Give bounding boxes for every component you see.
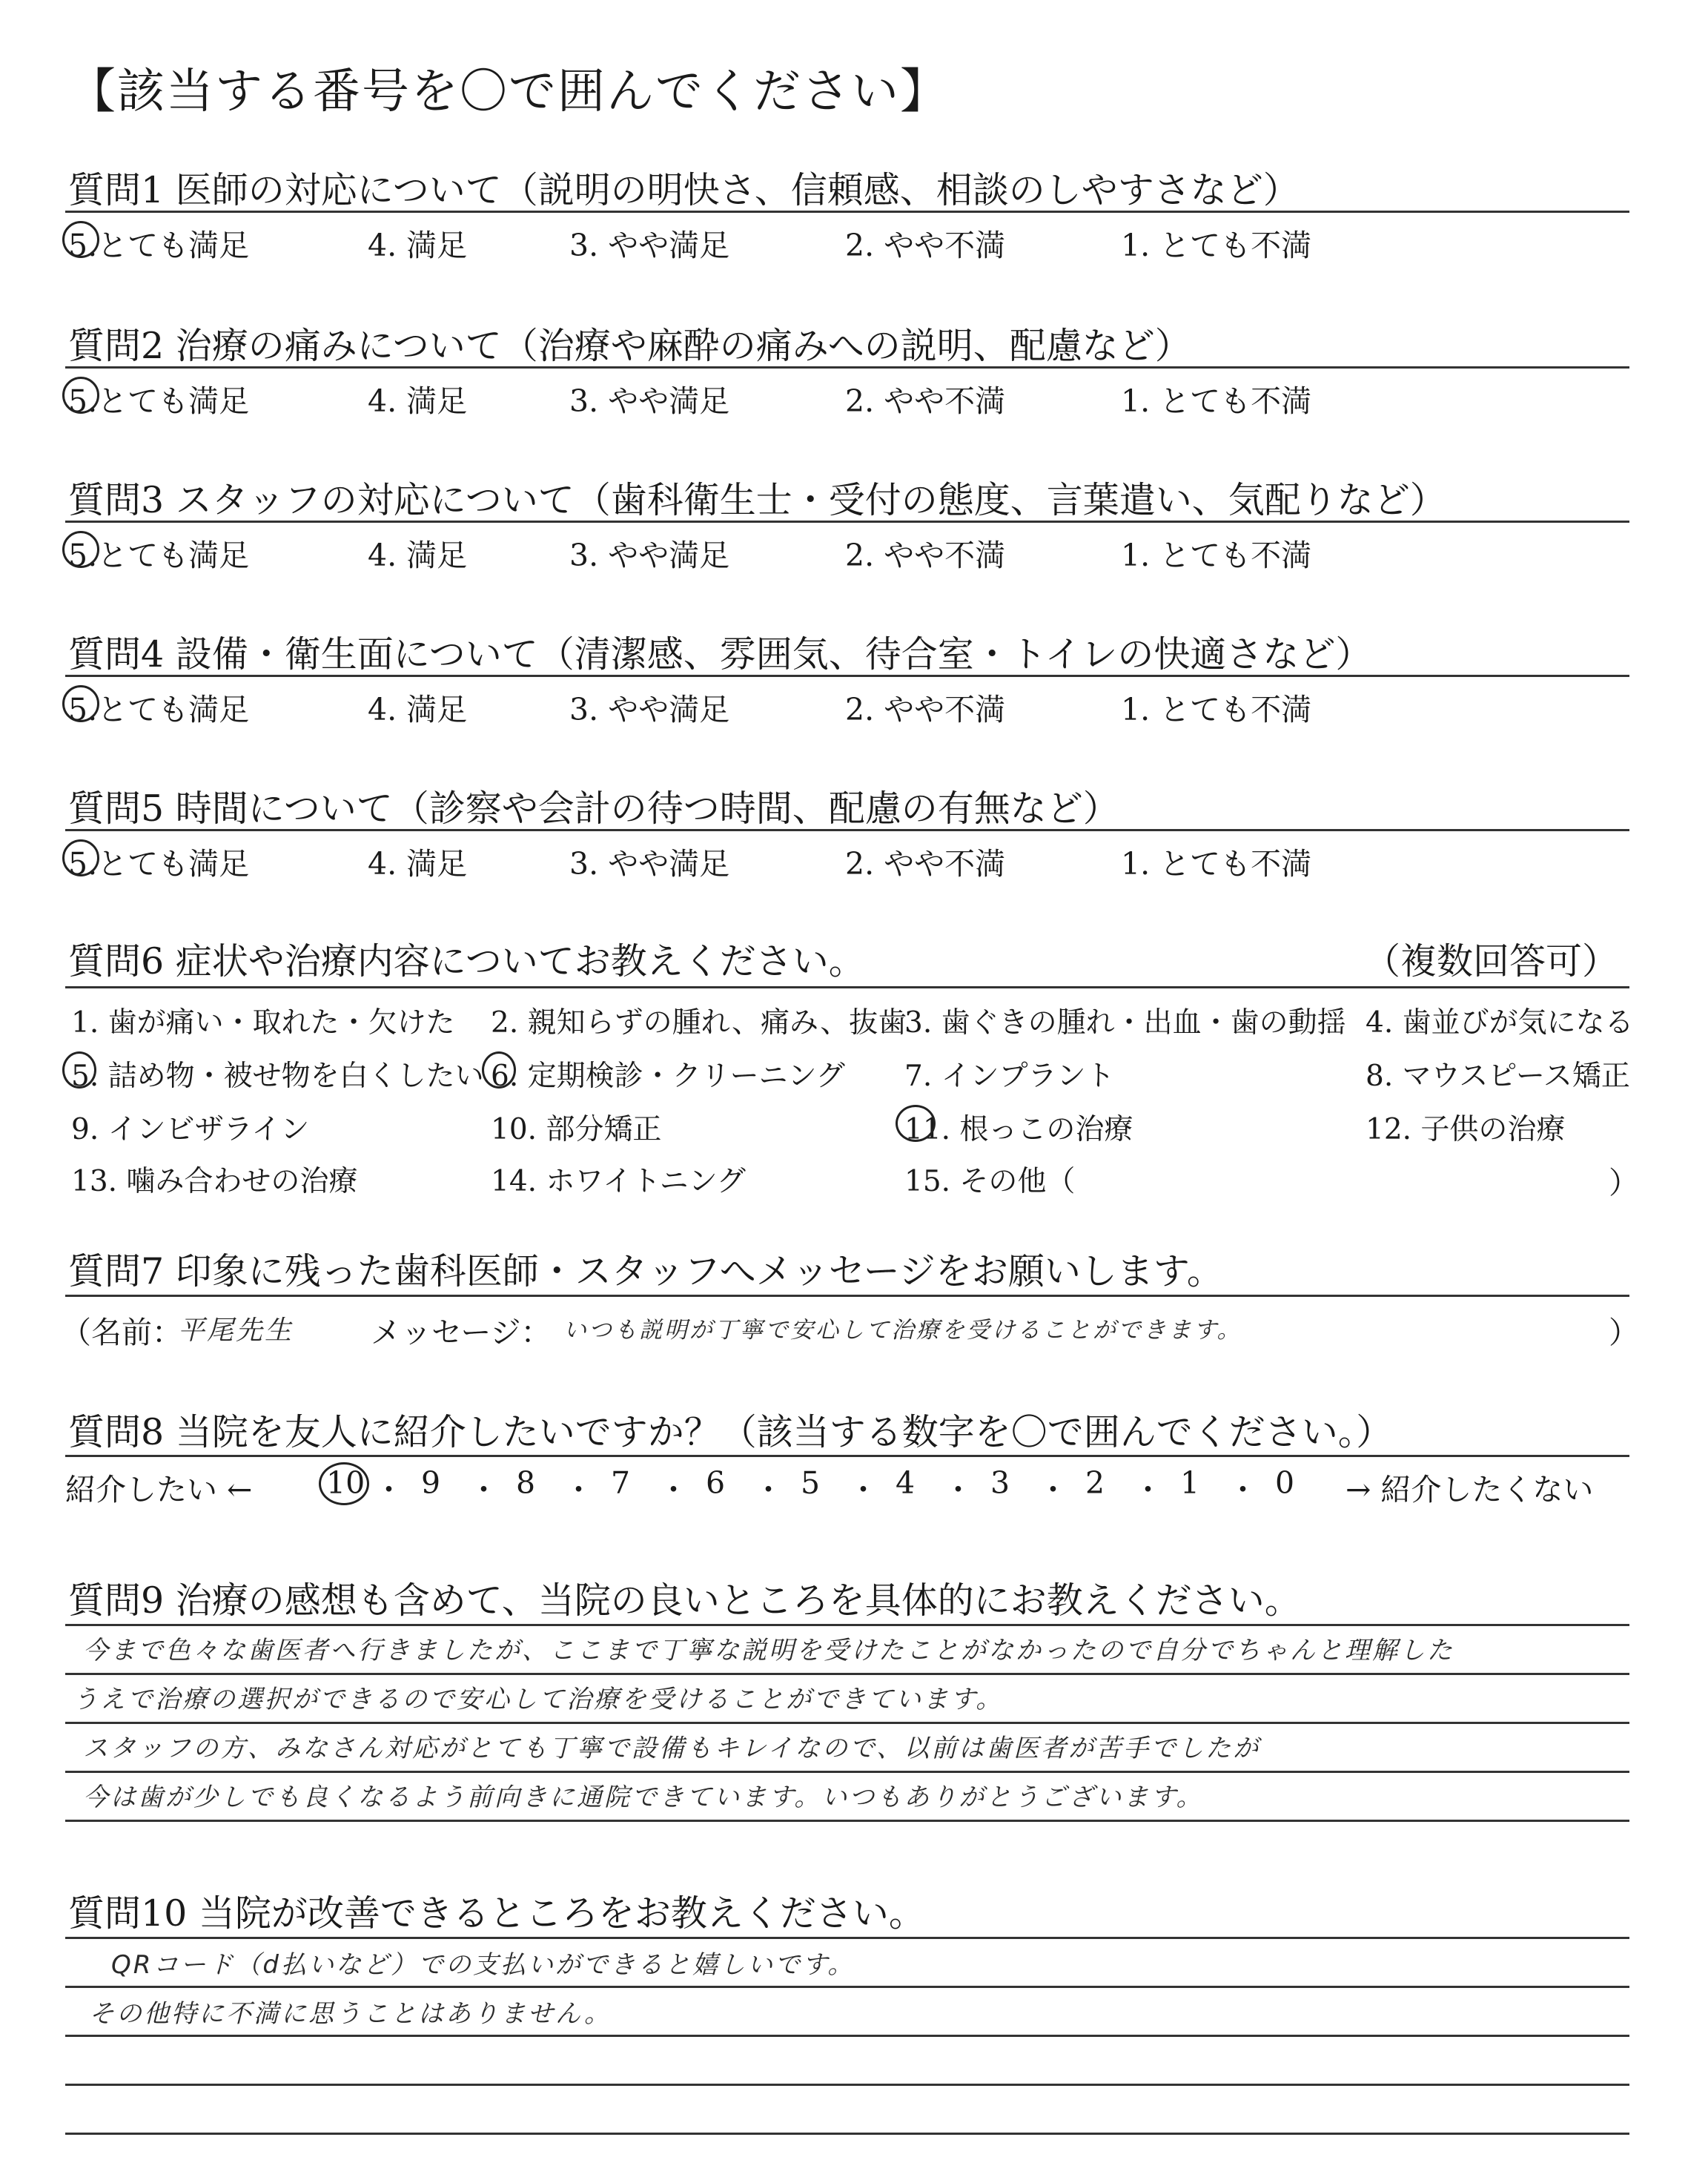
q8-scale-5[interactable]: 5: [801, 1465, 821, 1501]
q6-selection-circle: [62, 1051, 96, 1089]
q6-option-8[interactable]: 8. マウスピース矯正: [1366, 1060, 1630, 1093]
q2-option-2[interactable]: 2. やや不満: [845, 383, 1006, 419]
q8-separator: ・: [374, 1472, 404, 1507]
q6-option-7[interactable]: 7. インプラント: [904, 1060, 1115, 1093]
q6-option-13[interactable]: 13. 噛み合わせの治療: [71, 1165, 358, 1198]
q9-line-4: [65, 1771, 1629, 1773]
q5-selection-circle: [62, 839, 99, 876]
q8-separator: ・: [563, 1472, 594, 1507]
q6-option-10[interactable]: 10. 部分矯正: [491, 1113, 662, 1146]
q8-title: 質問8 当院を友人に紹介したいですか？（該当する数字を〇で囲んでください。）: [68, 1411, 1393, 1453]
q6-option-14[interactable]: 14. ホワイトニング: [491, 1165, 746, 1198]
q3-option-5[interactable]: 5.とても満足: [68, 538, 250, 573]
q8-separator: ・: [1133, 1472, 1163, 1507]
q8-rule: [65, 1455, 1629, 1457]
q6-option-12[interactable]: 12. 子供の治療: [1366, 1113, 1566, 1146]
q6-option-1[interactable]: 1. 歯が痛い・取れた・欠けた: [71, 1006, 455, 1040]
q8-scale-7[interactable]: 7: [611, 1465, 631, 1501]
q3-selection-circle: [62, 531, 99, 568]
q8-scale-10[interactable]: 10: [326, 1465, 365, 1501]
q10-line-5: [65, 2133, 1629, 2135]
q9-answer-2[interactable]: うえで治療の選択ができるので安心して治療を受けることができています。: [73, 1685, 1004, 1714]
q7-close: ）: [1609, 1315, 1639, 1350]
q2-rule: [65, 366, 1629, 369]
q8-selection-circle: [319, 1462, 369, 1505]
q3-option-1[interactable]: 1. とても不満: [1121, 538, 1312, 573]
q10-answer-2[interactable]: その他特に不満に思うことはありません。: [89, 1999, 612, 2029]
q3-option-3[interactable]: 3. やや満足: [569, 538, 730, 573]
q1-rule: [65, 211, 1629, 213]
q6-option-3[interactable]: 3. 歯ぐきの腫れ・出血・歯の動揺: [904, 1006, 1346, 1040]
q10-line-4: [65, 2084, 1629, 2086]
q10-line-2: [65, 1986, 1629, 1988]
q7-name-label: （名前：: [61, 1315, 182, 1350]
form-header: 【該当する番号を〇で囲んでください】: [68, 65, 949, 119]
q6-selection-circle: [482, 1051, 516, 1089]
q1-option-5[interactable]: 5.とても満足: [68, 228, 250, 263]
q9-title: 質問9 治療の感想も含めて、当院の良いところを具体的にお教えください。: [68, 1579, 1301, 1622]
q9-line-2: [65, 1673, 1629, 1675]
q4-title: 質問4 設備・衛生面について（清潔感、雰囲気、待合室・トイレの快適さなど）: [68, 633, 1372, 676]
q1-option-1[interactable]: 1. とても不満: [1121, 228, 1312, 263]
q10-answer-1[interactable]: QRコード（d払いなど）での支払いができると嬉しいです。: [111, 1950, 855, 1980]
q6-option-11[interactable]: 11. 根っこの治療: [904, 1113, 1133, 1146]
q8-separator: ・: [469, 1472, 499, 1507]
q8-scale-0[interactable]: 0: [1275, 1465, 1295, 1501]
q2-title: 質問2 治療の痛みについて（治療や麻酔の痛みへの説明、配慮など）: [68, 325, 1191, 367]
q8-scale-3[interactable]: 3: [990, 1465, 1010, 1501]
q6-option-4[interactable]: 4. 歯並びが気になる: [1366, 1006, 1634, 1040]
q1-selection-circle: [62, 221, 99, 258]
q1-option-3[interactable]: 3. やや満足: [569, 228, 730, 263]
q3-option-4[interactable]: 4. 満足: [368, 538, 468, 573]
q8-separator: ・: [943, 1472, 973, 1507]
q5-rule: [65, 829, 1629, 831]
q2-option-4[interactable]: 4. 満足: [368, 383, 468, 419]
q6-note: （複数回答可）: [1364, 940, 1619, 982]
q4-selection-circle: [62, 685, 99, 722]
q2-option-5[interactable]: 5.とても満足: [68, 383, 250, 419]
q9-answer-4[interactable]: 今は歯が少しでも良くなるよう前向きに通院できています。いつもありがとうございます。: [83, 1783, 1204, 1812]
q6-option-6[interactable]: 6. 定期検診・クリーニング: [491, 1060, 845, 1093]
q4-option-1[interactable]: 1. とても不満: [1121, 692, 1312, 727]
q2-selection-circle: [62, 377, 99, 414]
q3-title: 質問3 スタッフの対応について（歯科衛生士・受付の態度、言葉遣い、気配りなど）: [68, 479, 1446, 521]
q7-message-label: メッセージ：: [371, 1315, 552, 1350]
q6-option-9[interactable]: 9. インビザライン: [71, 1113, 310, 1146]
q1-option-2[interactable]: 2. やや不満: [845, 228, 1006, 263]
q5-option-5[interactable]: 5.とても満足: [68, 846, 250, 882]
q2-option-3[interactable]: 3. やや満足: [569, 383, 730, 419]
q8-separator: ・: [1038, 1472, 1068, 1507]
q8-separator: ・: [1228, 1472, 1258, 1507]
q10-line-1: [65, 1937, 1629, 1939]
q3-option-2[interactable]: 2. やや不満: [845, 538, 1006, 573]
q5-title: 質問5 時間について（診察や会計の待つ時間、配慮の有無など）: [68, 787, 1119, 830]
q8-scale-1[interactable]: 1: [1180, 1465, 1200, 1501]
q4-option-5[interactable]: 5.とても満足: [68, 692, 250, 727]
q6-title: 質問6 症状や治療内容についてお教えください。: [68, 940, 865, 982]
q8-scale-8[interactable]: 8: [516, 1465, 536, 1501]
q9-answer-3[interactable]: スタッフの方、みなさん対応がとても丁寧で設備もキレイなので、以前は歯医者が苦手でしたが: [83, 1734, 1261, 1763]
q8-scale-9[interactable]: 9: [421, 1465, 441, 1501]
q4-rule: [65, 675, 1629, 677]
q8-separator: ・: [658, 1472, 689, 1507]
q8-separator: ・: [848, 1472, 878, 1507]
q9-answer-1[interactable]: 今まで色々な歯医者へ行きましたが、ここまで丁寧な説明を受けたことがなかったので自分でちゃんと理解した: [83, 1636, 1454, 1665]
q8-left-label: 紹介したい ←: [65, 1472, 253, 1507]
q8-scale-6[interactable]: 6: [706, 1465, 726, 1501]
q5-option-1[interactable]: 1. とても不満: [1121, 846, 1312, 882]
q8-scale-2[interactable]: 2: [1085, 1465, 1105, 1501]
q6-option-2[interactable]: 2. 親知らずの腫れ、痛み、抜歯: [491, 1006, 907, 1040]
q7-title: 質問7 印象に残った歯科医師・スタッフへメッセージをお願いします。: [68, 1250, 1223, 1292]
q5-option-3[interactable]: 3. やや満足: [569, 846, 730, 882]
q9-line-3: [65, 1722, 1629, 1724]
q7-rule: [65, 1295, 1629, 1297]
q10-title: 質問10 当院が改善できるところをお教えください。: [68, 1892, 925, 1935]
q4-option-3[interactable]: 3. やや満足: [569, 692, 730, 727]
q9-line-5: [65, 1820, 1629, 1822]
q5-option-2[interactable]: 2. やや不満: [845, 846, 1006, 882]
q10-line-3: [65, 2035, 1629, 2037]
q6-selection-circle: [896, 1105, 936, 1142]
q6-other-close: ）: [1609, 1165, 1639, 1200]
q4-option-4[interactable]: 4. 満足: [368, 692, 468, 727]
q1-title: 質問1 医師の対応について（説明の明快さ、信頼感、相談のしやすさなど）: [68, 169, 1300, 211]
q3-rule: [65, 521, 1629, 523]
q1-option-4[interactable]: 4. 満足: [368, 228, 468, 263]
q8-scale-4[interactable]: 4: [896, 1465, 916, 1501]
q8-right-label: → 紹介したくない: [1345, 1472, 1594, 1507]
q6-option-5[interactable]: 5. 詰め物・被せ物を白くしたい: [71, 1060, 484, 1093]
q7-message-value[interactable]: いつも説明が丁寧で安心して治療を受けることができます。: [563, 1317, 1242, 1344]
q4-option-2[interactable]: 2. やや不満: [845, 692, 1006, 727]
q6-rule: [65, 986, 1629, 988]
q2-option-1[interactable]: 1. とても不満: [1121, 383, 1312, 419]
q8-separator: ・: [753, 1472, 784, 1507]
q9-line-1: [65, 1624, 1629, 1626]
q6-option-15[interactable]: 15. その他（: [904, 1165, 1076, 1198]
q5-option-4[interactable]: 4. 満足: [368, 846, 468, 882]
q7-name-value[interactable]: 平尾先生: [178, 1315, 294, 1346]
